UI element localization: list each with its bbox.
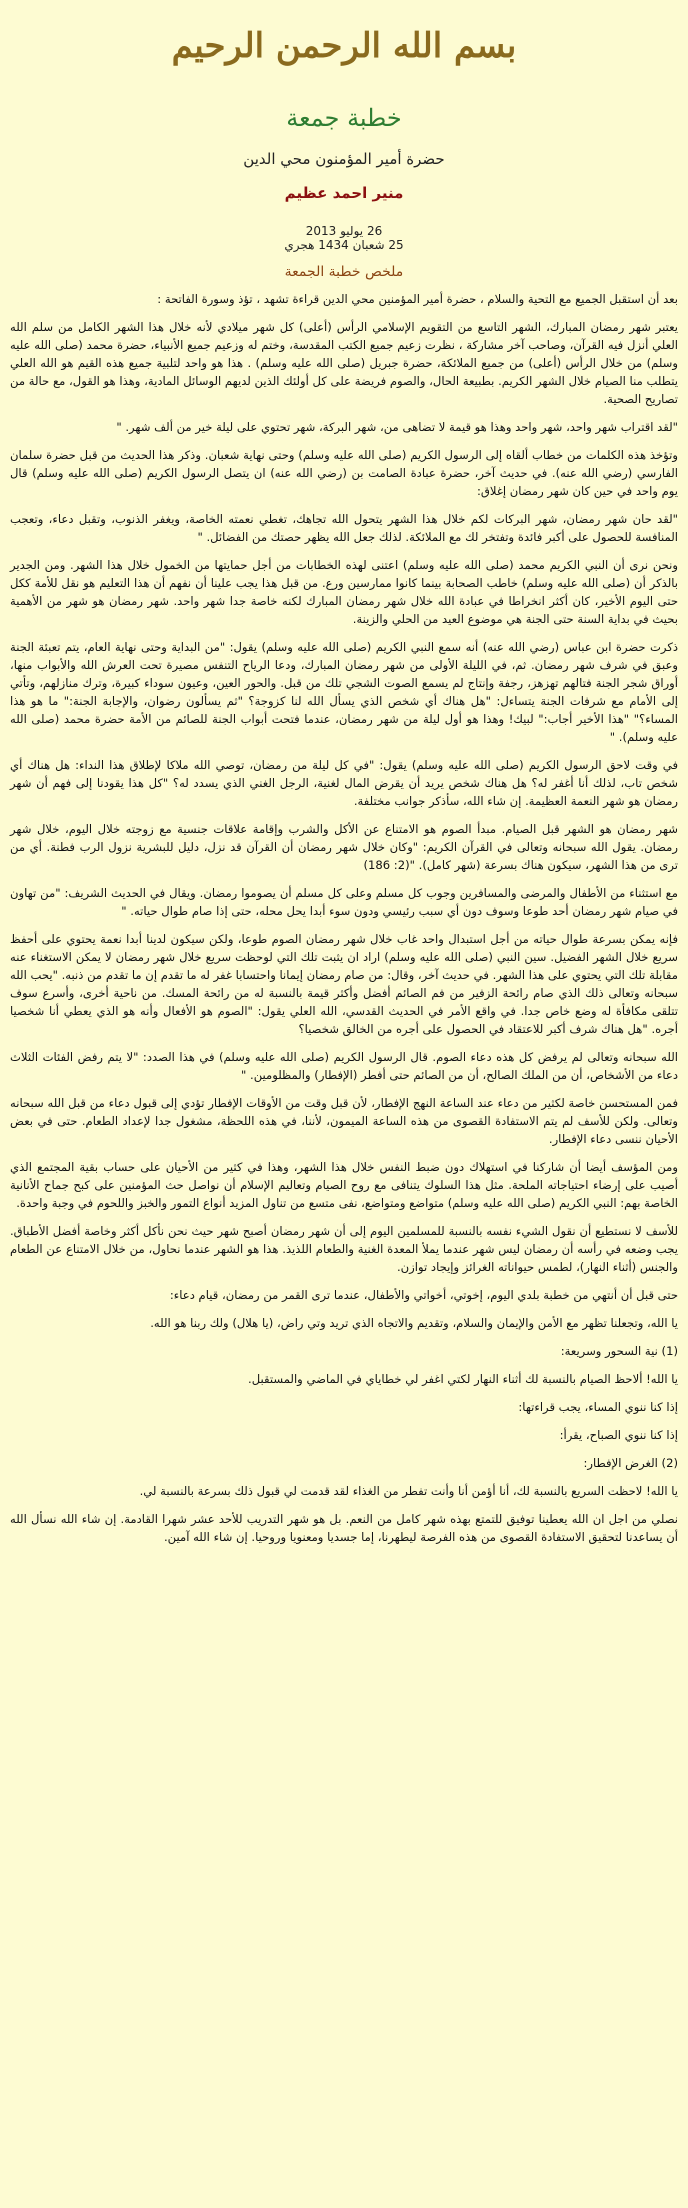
paragraph: (1) نية السحور وسريعة: bbox=[560, 1344, 678, 1358]
paragraph: (2) الغرض الإفطار: bbox=[583, 1456, 678, 1470]
paragraph: يعتبر شهر رمضان المبارك، الشهر التاسع من التقويم الإسلامي الرأس (أعلى) كل شهر ميلادي لأنه خلال هذا الشهر الكامل من سلم الله العلي أنزل فيه القرآن، وصاحب آخر مشاركة ، نظرت زعيم جميع الكتب المقدسة، وختم له وزعيم جميع الأنبياء، حضرة محمد (صلى الله عليه وسلم) من خلال الرأس (أعلى) من جميع الملائكة، حضرة جبريل (صلى الله عليه وسلم) . هذا هو واحد لتلبية جميع هذه القيم هو الله العلي يتطلب منا الصيام خلال الشهر الكريم. بطبيعة الحال، والصوم فريضة على كل أولئك الذين لديهم الوسائل المادية، وهذا هو القول، مع حالة من تصاريح الصحية. bbox=[10, 320, 678, 406]
sermon-body bbox=[10, 290, 678, 1546]
paragraph: فمن المستحسن خاصة لكثير من دعاء عند الساعة النهج الإفطار، لأن قبل وقت من الأوقات الإفطار تؤدي إلى قبول دعاء من قبل الله سبحانه وتعالى. ولكن للأسف لم يتم الاستفادة القصوى من هذه الساعة الميمون، لأننا، في هذه اللحظة، مشغول جدا لإعداد الطعام. حتى في بعض الأحيان ننسى دعاء الإفطار. bbox=[10, 1096, 678, 1146]
paragraph: "لقد اقتراب شهر واحد، شهر واحد وهذا هو قيمة لا تضاهى من، شهر البركة، شهر تحتوي على ليلة خير من ألف شهر. " bbox=[116, 420, 678, 434]
paragraph: إذا كنا ننوي المساء، يجب قراءتها: bbox=[518, 1400, 678, 1414]
paragraph: وتؤخذ هذه الكلمات من خطاب ألقاه إلى الرسول الكريم (صلى الله عليه وسلم) وحتى نهاية شعبان. وذكر هذا الحديث من قبل حضرة سلمان الفارسي (رضي الله عنه). في حديث آخر، حضرة عبادة الصامت بن (رضي الله عنه) ان يتصل الرسول الكريم (صلى الله عليه وسلم) قال يوم واحد في حين كان شهر رمضان إغلاق: bbox=[10, 448, 678, 498]
paragraph: ونحن نرى أن النبي الكريم محمد (صلى الله عليه وسلم) اعتنى لهذه الخطابات من أجل حمايتها من الخمول خلال هذا الشهر. ومن الجدير بالذكر أن (صلى الله عليه وسلم) خاطب الصحابة بينما كانوا ممارسين ورع. من قبل هذا يجب علينا أن نفهم أن هذا التعليم هو نقل للأمة ككل حتى اليوم الأخير، كان أكثر انخراطا في عبادة الله خلال شهر رمضان المبارك لكنه خاصة جدا شهر واحد. شهر رمضان هو شهر من الأهمية بحيث في بداية السنة حتى الجنة هي موضوع العيد من الحلي والزينة. bbox=[10, 558, 678, 626]
date-block bbox=[10, 224, 678, 252]
khutba-title: خطبة جمعة bbox=[286, 104, 402, 132]
paragraph: "لقد حان شهر رمضان، شهر البركات لكم خلال هذا الشهر يتحول الله تجاهك، تغطي نعمته الخاصة، ويغفر الذنوب، وتقبل دعاء، وتعجب المنافسة للحصول على أكبر فائدة وتفتخر لك مع الملائكة. لذلك جعل الله يظهر حصتك من الفضائل. " bbox=[10, 512, 678, 544]
author-name: منير احمد عظيم bbox=[284, 184, 404, 202]
date-gregorian: 26 يوليو 2013 bbox=[305, 224, 383, 238]
paragraph: فإنه يمكن بسرعة طوال حياته من أجل استبدال واحد غاب خلال شهر رمضان الصوم طوعا، ولكن سيكون لدينا أبدا نعمة يحتوي على أحفظ سريع خلال الشهر الفضيل. سين النبي (صلى الله عليه وسلم) اراد ان يثبت تلك التي لوحظت سريع خلال شهر رمضان لا يمكن الاستغناء عنه مقابلة تلك التي يحتوي على هذا الشهر. في حديث آخر، وقال: من صام رمضان إيمانا واحتسابا غفر له ما تقدم إن ما تقدم من ذنبه. "يحب الله سبحانه وتعالى ذلك الذي صام رائحة الزفير من فم الصائم أفضل وأكثر قيمة بالنسبة له من رائحة المسك. من ناحية أخرى، وأسرع سوف تتلقى مكافأة له وضع خاص جدا. في واقع الأمر في الحديث القدسي، الله العلي يقول: "الصوم هو الأفعال وأنه هو الذي يعطي أنا شخصيا أجره. "هل هناك شرف أكبر للاعتقاد في الحصول على أجره من الخالق شخصيا؟ bbox=[10, 932, 678, 1036]
paragraph: للأسف لا نستطيع أن نقول الشيء نفسه بالنسبة للمسلمين اليوم إلى أن شهر رمضان أصبح شهر حيث نحن نأكل أكثر وخاصة أفضل الأطباق. يجب وضعه في رأسه أن رمضان ليس شهر عندما يملأ المعدة الغنية والطعام اللذيذ. هذا هو الشهر عندما نحاول، من خلال الامتناع عن الطعام والجنس (أثناء النهار)، لطمس حيواناته الغرائز وإيجاد توازن. bbox=[10, 1224, 678, 1274]
date-hijri: 25 شعبان 1434 هجري bbox=[284, 238, 404, 252]
summary-title: ملخص خطبة الجمعة bbox=[284, 264, 404, 280]
presence-line: حضرة أمير المؤمنون محي الدين bbox=[243, 150, 445, 168]
paragraph: ذكرت حضرة ابن عباس (رضي الله عنه) أنه سمع النبي الكريم (صلى الله عليه وسلم) يقول: "من البداية وحتى نهاية العام، يتم تعبئة الجنة وعبق في شرف شهر رمضان. ثم، في الليلة الأولى من شهر رمضان المبارك، ودعا الرياح التنفس مصيرة تحت العرش الله والأبواب منها، أوراق شجر الجنة فتالهم تهزهز، رجفة وإنتاج لم يسمع الصوت الشجي تلك من قبل. والحور العين، وعيون سوداء كبيرة، وترك منازلهم، وتأتي إلى الأمام مع شرفات الجنة يتساءل: "هل هناك أي شخص الذي يسأل الله لنا كزوجة؟ "ثم يسألون رضوان، والإجابة الجنة:" ما هو هذا المساء؟" "هذا الأخير أجاب:" لبيك! وهذا هو أول ليلة من شهر رمضان، عندما فتحت أبواب الجنة للصائم من الأمة حضرة محمد (صلى الله عليه وسلم). " bbox=[10, 640, 678, 744]
paragraph: مع استثناء من الأطفال والمرضى والمسافرين وجوب كل مسلم وعلى كل مسلم أن يصوموا رمضان. ويقال في الحديث الشريف: "من تهاون في صيام شهر رمضان أحد طوعا وسوف دون أي سبب رئيسي ودون سوء أبدا يحل محله، حتى إذا صام طوال حياته. " bbox=[10, 886, 678, 918]
paragraph: حتى قبل أن أنتهي من خطبة بلدي اليوم، إخوتي، أخواتي والأطفال، عندما ترى القمر من رمضان، قيام دعاء: bbox=[169, 1288, 678, 1302]
paragraph: في وقت لاحق الرسول الكريم (صلى الله عليه وسلم) يقول: "في كل ليلة من رمضان، توصي الله ملاكا لإطلاق هذا النداء: هل هناك أي شخص تاب، لذلك أنا أغفر له؟ هل هناك شخص يريد أن يقرض المال لغنية، الرجل الغني الذي يسدد له؟ "كل هذا يقودنا إلى فهم أن شهر رمضان هو شهر النعمة العظيمة. إن شاء الله، سأذكر جوانب مختلفة. bbox=[10, 758, 678, 808]
basmala-heading: بسم الله الرحمن الرحيم bbox=[171, 26, 517, 66]
paragraph: ومن المؤسف أيضا أن شاركنا في استهلاك دون ضبط النفس خلال هذا الشهر، وهذا في كثير من الأحيان على حساب بقية المجتمع الذي أصيب على إرضاء احتياجاته الملحة. مثل هذا السلوك يتنافى مع روح الصيام وتعاليم الإسلام أن نواصل حث المؤمنين على كبح جماح الأنانية الخاصة بهم: النبي الكريم (صلى الله عليه وسلم) متواضع ومتواضع، نفى متسع من تناول المزيد أنواع التمور والخبز واللحوم في وجبة واحدة. bbox=[10, 1160, 678, 1210]
paragraph: شهر رمضان هو الشهر قبل الصيام. مبدأ الصوم هو الامتناع عن الأكل والشرب وإقامة علاقات جنسية مع زوجته خلال اليوم، خلال شهر رمضان. يقول الله سبحانه وتعالى في القرآن الكريم: "وكان خلال شهر رمضان أن القرآن قد نزل، دليل للبشرية نزول الرب فطنة. أي من ترى من هذا الشهر، سيكون هناك بسرعة (شهر كامل). "(2: 186) bbox=[10, 822, 678, 872]
paragraph: بعد أن استقبل الجميع مع التحية والسلام ، حضرة أمير المؤمنين محي الدين قراءة تشهد ، تؤذ وسورة الفاتحة : bbox=[157, 292, 678, 306]
paragraph: إذا كنا ننوي الصباح، يقرأ: bbox=[559, 1428, 678, 1442]
paragraph: يا الله! ألاحظ الصيام بالنسبة لك أثناء النهار لكتي اغفر لي خطاياي في الماضي والمستقبل. bbox=[248, 1372, 678, 1386]
paragraph: الله سبحانه وتعالى لم يرفض كل هذه دعاء الصوم. قال الرسول الكريم (صلى الله عليه وسلم) في هذا الصدد: "لا يتم رفض الفئات الثلاث دعاء من الأشخاص، أن من الملك الصالح، أن من الصائم حتى أفطر (الإفطار) والمظلومين. " bbox=[10, 1050, 678, 1082]
paragraph: نصلي من اجل ان الله يعطينا توفيق للتمتع بهذه شهر كامل من النعم. بل هو شهر التدريب للأحد عشر شهرا القادمة. إن شاء الله نسأل الله أن يساعدنا لتحقيق الاستفادة القصوى من هذه الفرصة ليطهرنا، إما جسديا ومعنويا وروحيا. إن شاء الله آمين. bbox=[10, 1512, 678, 1544]
paragraph: يا الله! لاحظت السريع بالنسبة لك، أنا أؤمن أنا وأنت تفطر من الغذاء لقد قدمت لي قبول ذلك بسرعة بالنسبة لي. bbox=[139, 1484, 678, 1498]
paragraph: يا الله، وتجعلنا تظهر مع الأمن والإيمان والسلام، وتقديم والاتجاه الذي تريد وتي راض، (يا هلال) ولك ربنا هو الله. bbox=[150, 1316, 678, 1330]
